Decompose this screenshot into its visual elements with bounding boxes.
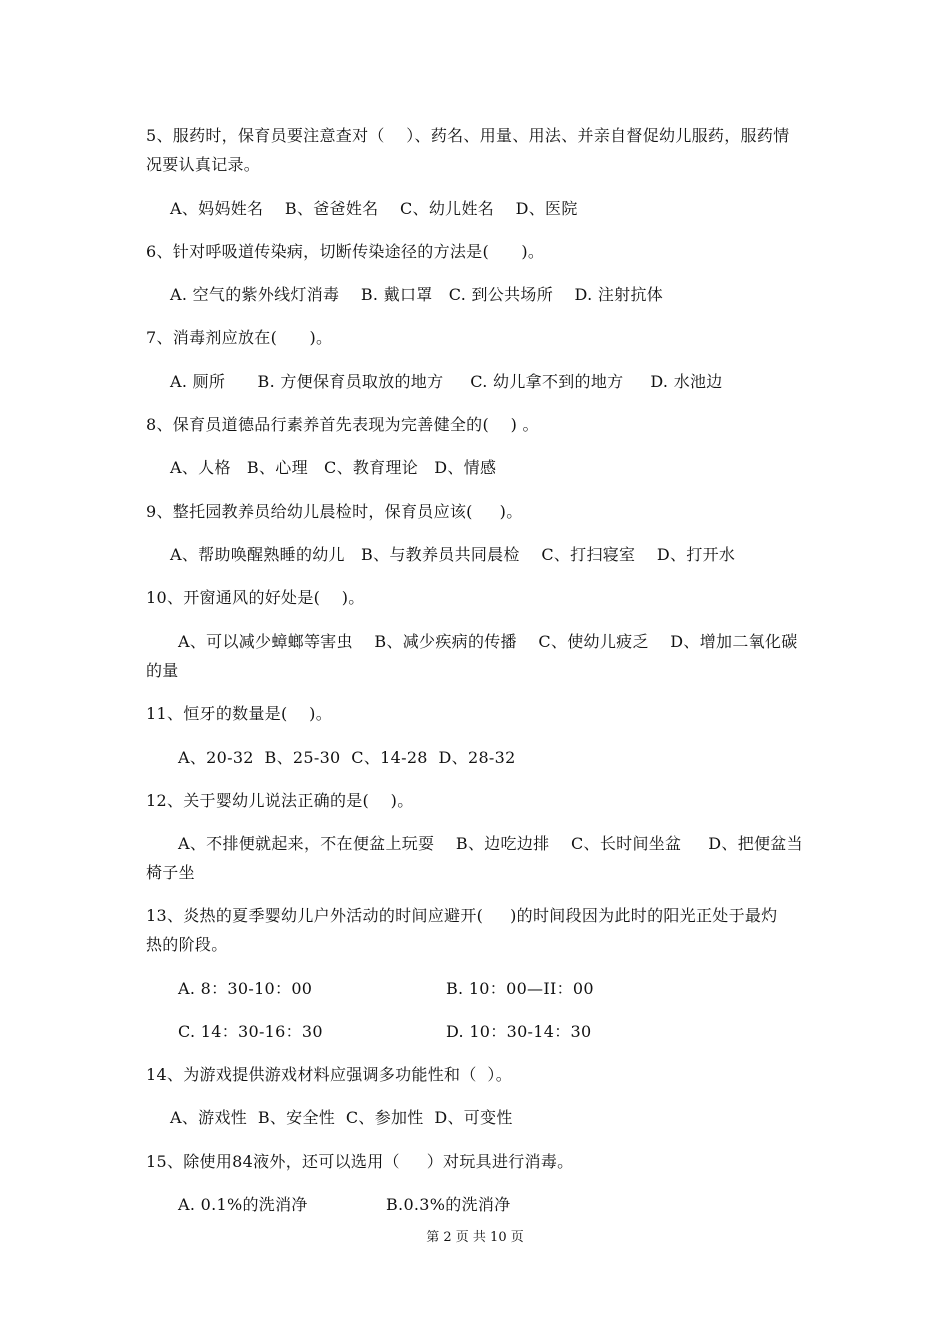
question-13-option-d: D. 10：30-14：30 — [446, 1022, 592, 1041]
page-footer: 第 2 页 共 10 页 — [426, 1230, 524, 1245]
question-13-option-a: A. 8：30-10：00 — [178, 979, 313, 998]
question-5-line-1: 5、服药时，保育员要注意查对（ ）、药名、用量、用法、并亲自督促幼儿服药，服药情 — [146, 126, 790, 145]
question-10-options: A、可以减少蟑螂等害虫 B、减少疾病的传播 C、使幼儿疲乏 D、增加二氧化碳 — [178, 632, 798, 651]
question-8-line-1: 8、保育员道德品行素养首先表现为完善健全的( ) 。 — [146, 415, 539, 434]
question-10-options-cont: 的量 — [146, 661, 179, 680]
question-11-options: A、20-32 B、25-30 C、14-28 D、28-32 — [178, 748, 516, 767]
question-13-option-b: B. 10：00—II：00 — [446, 979, 594, 998]
question-5-line-2: 况要认真记录。 — [146, 155, 261, 174]
question-7-options: A. 厕所 B. 方便保育员取放的地方 C. 幼儿拿不到的地方 D. 水池边 — [170, 372, 723, 391]
question-15-option-b: B.0.3%的洗消净 — [386, 1195, 511, 1214]
question-9-line-1: 9、整托园教养员给幼儿晨检时，保育员应该( )。 — [146, 502, 523, 521]
question-11-line-1: 11、恒牙的数量是( )。 — [146, 704, 332, 723]
question-6-options: A. 空气的紫外线灯消毒 B. 戴口罩 C. 到公共场所 D. 注射抗体 — [170, 285, 664, 304]
question-5-options: A、妈妈姓名 B、爸爸姓名 C、幼儿姓名 D、医院 — [170, 199, 578, 218]
question-10-line-1: 10、开窗通风的好处是( )。 — [146, 588, 365, 607]
question-15-line-1: 15、除使用84液外，还可以选用（ ）对玩具进行消毒。 — [146, 1152, 574, 1171]
question-13-line-2: 热的阶段。 — [146, 935, 228, 954]
question-6-line-1: 6、针对呼吸道传染病，切断传染途径的方法是( )。 — [146, 242, 545, 261]
question-15-option-a: A. 0.1%的洗消净 — [178, 1195, 308, 1214]
question-14-options: A、游戏性 B、安全性 C、参加性 D、可变性 — [170, 1108, 513, 1127]
question-7-line-1: 7、消毒剂应放在( )。 — [146, 328, 333, 347]
question-8-options: A、人格 B、心理 C、教育理论 D、情感 — [170, 458, 497, 477]
question-12-options-cont: 椅子坐 — [146, 863, 195, 882]
question-12-line-1: 12、关于婴幼儿说法正确的是( )。 — [146, 791, 414, 810]
question-13-line-1: 13、炎热的夏季婴幼儿户外活动的时间应避开( )的时间段因为此时的阳光正处于最灼 — [146, 906, 778, 925]
question-9-options: A、帮助唤醒熟睡的幼儿 B、与教养员共同晨检 C、打扫寝室 D、打开水 — [170, 545, 736, 564]
question-13-option-c: C. 14：30-16：30 — [178, 1022, 323, 1041]
question-12-options: A、不排便就起来，不在便盆上玩耍 B、边吃边排 C、长时间坐盆 D、把便盆当 — [178, 834, 803, 853]
question-14-line-1: 14、为游戏提供游戏材料应强调多功能性和（ ）。 — [146, 1065, 513, 1084]
